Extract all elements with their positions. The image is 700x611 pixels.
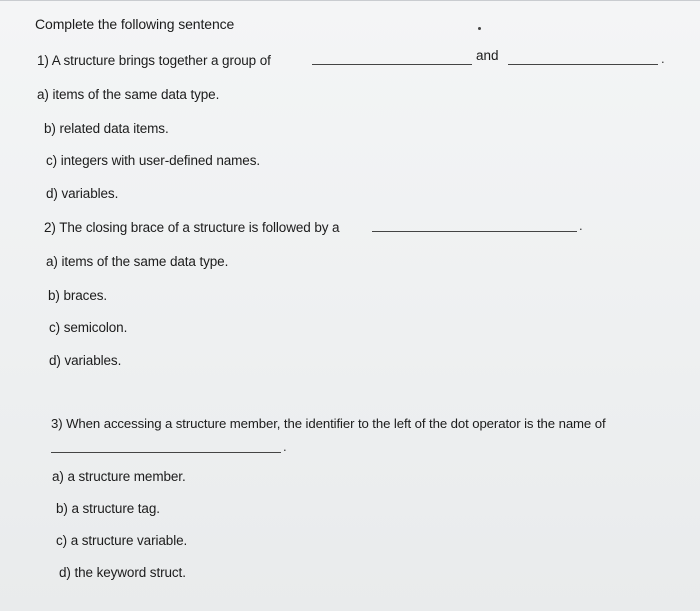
question-1-option-a: a) items of the same data type.: [37, 87, 220, 102]
question-3-option-c: c) a structure variable.: [56, 533, 188, 548]
question-1-option-b: b) related data items.: [44, 121, 169, 136]
question-2-period: .: [579, 218, 583, 233]
question-3-option-d: d) the keyword struct.: [59, 565, 186, 580]
question-1-period: .: [661, 51, 665, 66]
question-1-option-d: d) variables.: [46, 186, 119, 201]
question-2-option-a: a) items of the same data type.: [46, 254, 229, 269]
question-3-option-a: a) a structure member.: [52, 469, 186, 484]
question-1-text: 1) A structure brings together a group of: [37, 53, 271, 68]
question-1-and: and: [476, 48, 499, 63]
question-2-option-c: c) semicolon.: [49, 320, 128, 335]
paper-speck: [478, 27, 481, 30]
question-1-option-c: c) integers with user-defined names.: [46, 153, 261, 168]
question-3-option-b: b) a structure tag.: [56, 501, 160, 516]
question-3-period: .: [283, 439, 287, 454]
question-3-blank: [51, 452, 281, 453]
question-2-blank: [372, 231, 577, 232]
question-1-blank-1: [312, 64, 472, 65]
question-1-blank-2: [508, 64, 658, 65]
question-2-option-b: b) braces.: [48, 288, 108, 303]
question-3-text: 3) When accessing a structure member, the identifier to the left of the dot operator is the name of: [51, 416, 606, 431]
question-2-text: 2) The closing brace of a structure is followed by a: [44, 220, 340, 235]
worksheet-title: Complete the following sentence: [35, 16, 235, 32]
question-2-option-d: d) variables.: [49, 353, 122, 368]
